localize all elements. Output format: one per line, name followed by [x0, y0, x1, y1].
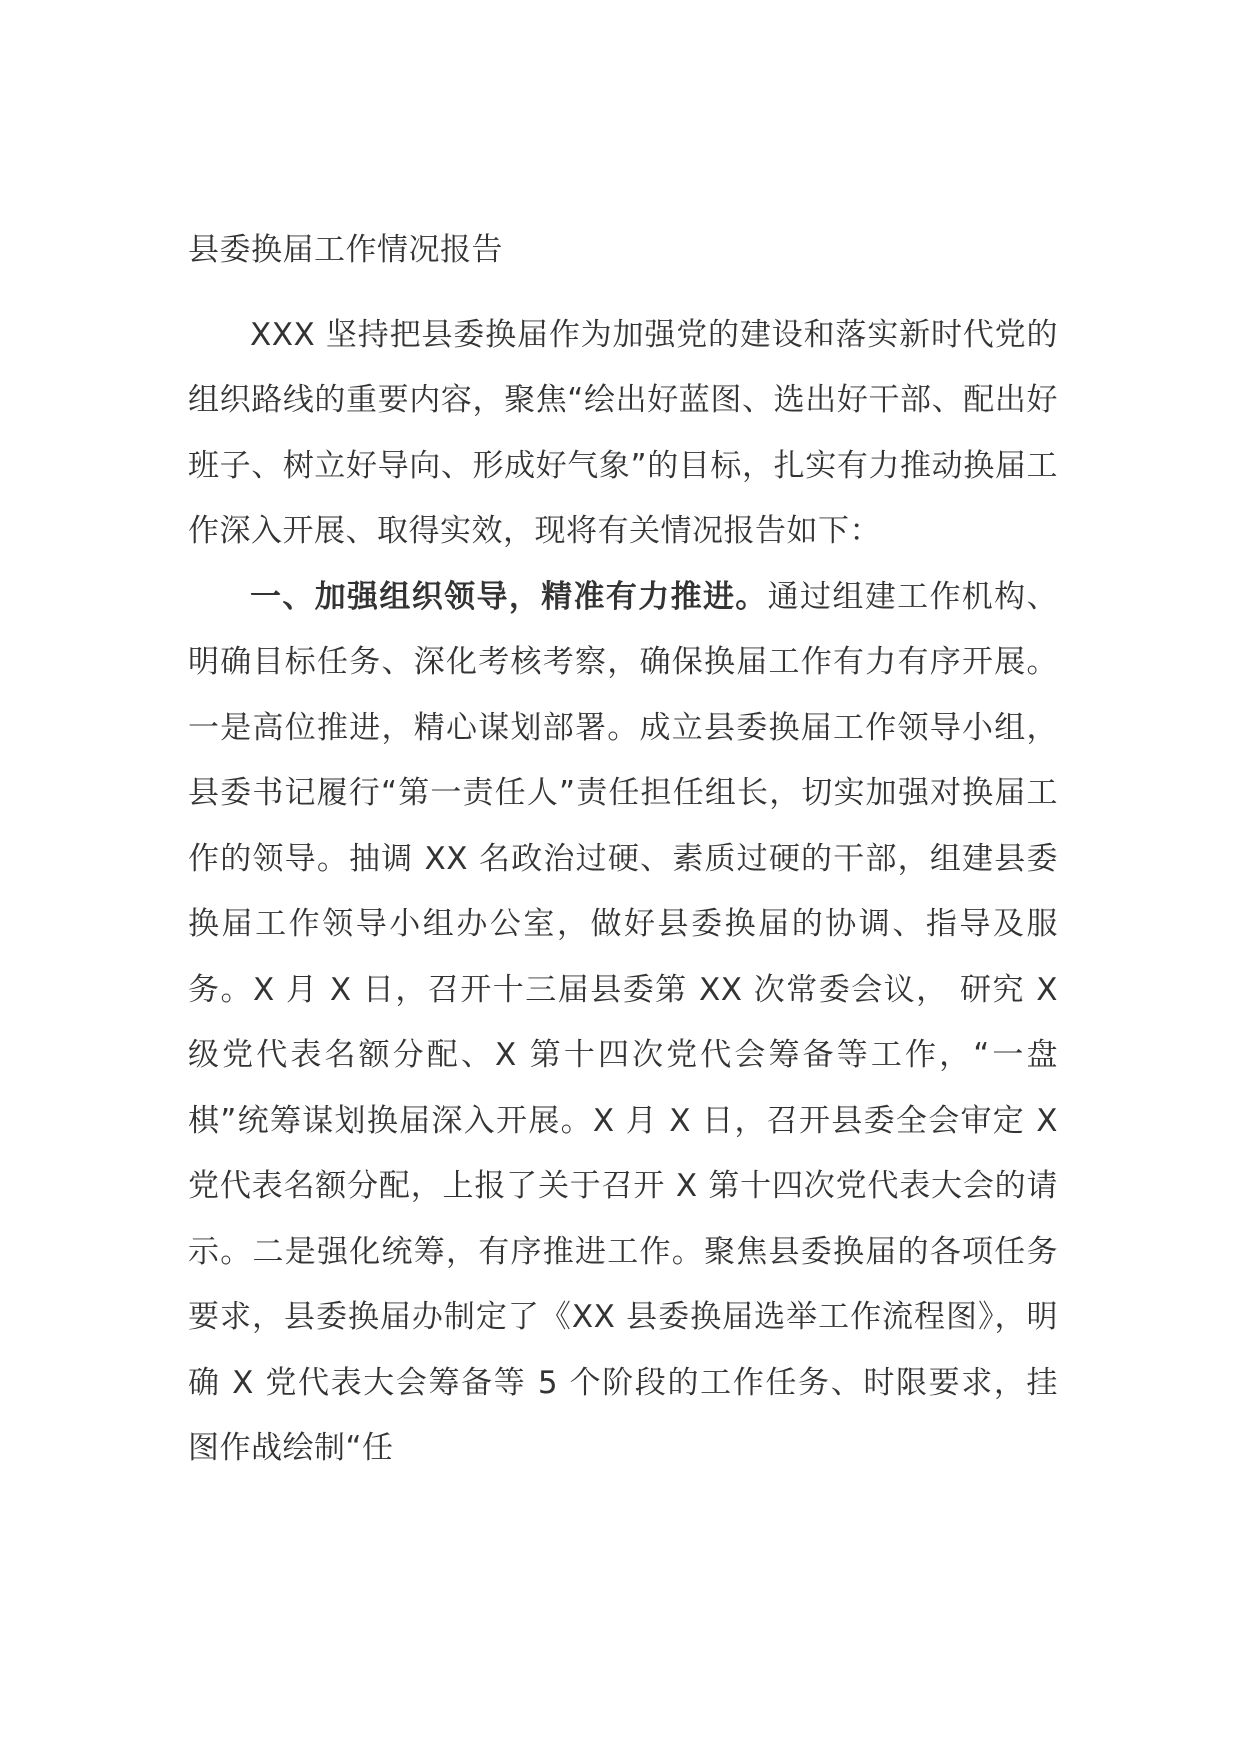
section-one-paragraph [188, 565, 1058, 1482]
section-one-heading: 一、加强组织领导，精准有力推进。 [250, 578, 768, 615]
section-one-text: 通过组建工作机构、 明确目标任务、深化考核考察，确保换届工作有力有序开展。 一是高位推进，精心谋划部署。成立县委换届工作领导小组， 县委书记履行“第一责任人”责任担任组长，切实加强对换届工作的领导。抽调 XX 名政治过硬、素质过硬的干部，组建县委换届工作领导小组办公室，做好县委换届的协调、指导及服务。X 月 X 日，召开十三届县委第 XX 次常委会议， 研究 X 级党代表名额分配、X 第十四次党代会筹备等工作，“一盘棋”统筹谋划换届深入开展。X 月 X 日，召开县委全会审定 X 党代表名额分配，上报了关于召开 X 第十四次党代表大会的请示。二是强化统筹，有序推进工作。聚焦县委换届的各项任务要求，县委换届办制定了《XX 县委换届选举工作流程图》，明确 X 党代表大会筹备等 5 个阶段的工作任务、时限要求，挂图作战绘制“任 [188, 578, 1059, 1466]
intro-paragraph [188, 303, 1058, 565]
document-page [188, 218, 1058, 1482]
intro-paragraph-text: XXX 坚持把县委换届作为加强党的建设和落实新时代党的组织路线的重要内容，聚焦“绘出好蓝图、选出好干部、配出好班子、树立好导向、形成好气象”的目标，扎实有力推动换届工作深入开展、取得实效，现将有关情况报告如下： [188, 316, 1058, 549]
document-title: 县委换届工作情况报告 [188, 232, 503, 268]
